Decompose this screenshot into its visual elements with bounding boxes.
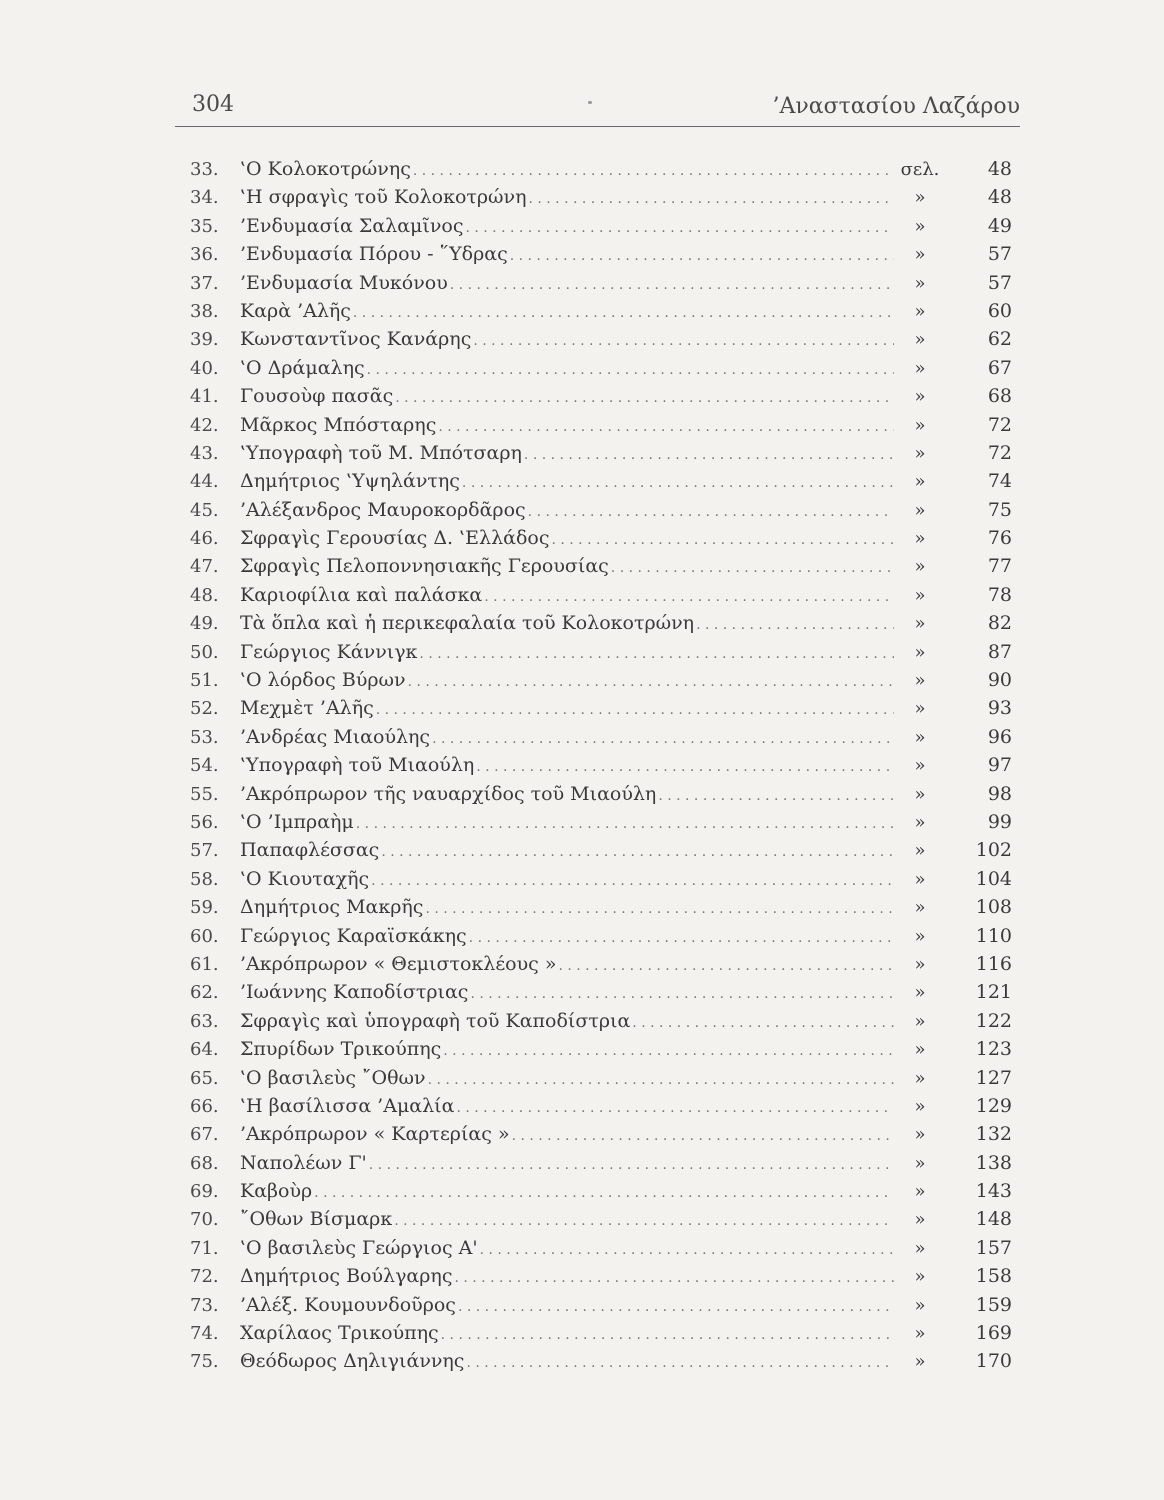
toc-entry-ditto-mark: » (914, 1237, 926, 1259)
toc-entry-number: 40. (190, 357, 219, 379)
toc-entry-page-number: 96 (987, 725, 1012, 748)
toc-entry (190, 300, 1020, 328)
toc-entry-ditto-mark: » (914, 442, 926, 464)
toc-entry-title: Γουσοὺφ πασᾶς (240, 385, 394, 408)
toc-entry-title: ’Ιωάννης Καποδίστριας (240, 981, 469, 1004)
toc-entry-title: Σφραγὶς Πελοποννησιακῆς Γερουσίας (240, 555, 609, 578)
toc-entry-ditto-mark: » (914, 499, 926, 521)
toc-entry-page-number: 116 (975, 952, 1012, 975)
dot-leader (512, 1128, 894, 1144)
toc-entry (190, 669, 1020, 697)
toc-entry-number: 59. (190, 897, 219, 919)
toc-entry (190, 1067, 1020, 1095)
toc-entry-page-number: 108 (975, 896, 1012, 919)
toc-entry-title: Δημήτριος ‛Υψηλάντης (240, 470, 460, 493)
dot-leader (353, 305, 894, 321)
toc-entry-page-number: 127 (975, 1066, 1012, 1089)
toc-entry-page-number: 75 (987, 498, 1012, 521)
dot-leader (558, 958, 894, 974)
toc-entry-title: ‛Υπογραφὴ τοῦ Μιαούλη (240, 754, 475, 777)
toc-entry-page-number: 87 (987, 640, 1012, 663)
toc-entry (190, 442, 1020, 470)
toc-entry-page-number: 48 (987, 158, 1012, 180)
toc-entry (190, 868, 1020, 896)
toc-entry-title: ’Ακρόπρωρον « Καρτερίας » (240, 1123, 510, 1146)
toc-entry (190, 1350, 1020, 1378)
dot-leader (371, 873, 894, 889)
toc-entry-title: Σφραγὶς Γερουσίας Δ. ‛Ελλάδος (240, 527, 550, 550)
toc-entry-number: 42. (190, 414, 219, 436)
toc-entry-number: 72. (190, 1266, 219, 1288)
toc-entry-page-number: 60 (987, 299, 1012, 322)
toc-entry (190, 839, 1020, 867)
toc-entry (190, 697, 1020, 725)
dot-leader (432, 731, 894, 747)
toc-entry-page-number: 110 (975, 924, 1012, 947)
header-rule (175, 126, 1020, 127)
toc-entry-number: 41. (190, 386, 219, 408)
toc-entry-ditto-mark: » (914, 1039, 926, 1061)
toc-entry-number: 71. (190, 1237, 219, 1259)
toc-entry (190, 527, 1020, 555)
toc-entry-title: ‛Ο Κολοκοτρώνης (240, 158, 411, 180)
toc-entry-page-number: 158 (975, 1265, 1012, 1288)
toc-entry-title: ‛Υπογραφὴ τοῦ Μ. Μπότσαρη (240, 441, 522, 464)
toc-entry-title: Σφραγὶς καὶ ὑπογραφὴ τοῦ Καποδίστρια (240, 1009, 631, 1032)
toc-entry-number: 74. (190, 1323, 219, 1345)
toc-entry-page-number: 72 (987, 441, 1012, 464)
toc-entry-title: Γεώργιος Κάννιγκ (240, 640, 418, 663)
toc-entry-number: 57. (190, 840, 219, 862)
toc-entry-title: ‛Η σφραγὶς τοῦ Κολοκοτρώνη (240, 186, 527, 209)
toc-entry-title: Ναπολέων Γ' (240, 1151, 367, 1174)
dot-leader (458, 1299, 894, 1315)
toc-entry-number: 53. (190, 726, 219, 748)
toc-entry-number: 36. (190, 244, 219, 266)
dot-leader (473, 333, 894, 349)
toc-entry (190, 953, 1020, 981)
toc-entry (190, 1095, 1020, 1123)
dot-leader (441, 1327, 894, 1343)
toc-entry-ditto-mark: » (914, 414, 926, 436)
toc-entry-number: 35. (190, 215, 219, 237)
toc-entry-number: 38. (190, 300, 219, 322)
toc-entry-ditto-mark: » (914, 1351, 926, 1373)
dot-leader (367, 362, 894, 378)
toc-entry-title: ‛Ο βασιλεὺς Γεώργιος Α' (240, 1236, 478, 1259)
toc-entry-ditto-mark: » (914, 1152, 926, 1174)
toc-entry-page-number: 138 (975, 1151, 1012, 1174)
toc-entry (190, 1265, 1020, 1293)
toc-entry-title: Κωνσταντῖνος Κανάρης (240, 328, 472, 351)
toc-entry (190, 272, 1020, 300)
dot-leader (428, 1072, 894, 1088)
toc-entry-page-number: 102 (975, 839, 1012, 862)
toc-entry-title: ’Ανδρέας Μιαούλης (240, 725, 431, 748)
toc-entry-ditto-mark: » (914, 670, 926, 692)
toc-entry-title: Γεώργιος Καραϊσκάκης (240, 924, 467, 947)
toc-entry-title: ‛Ο ’Ιμπραὴμ (240, 810, 354, 833)
toc-entry-number: 43. (190, 442, 219, 464)
toc-entry (190, 414, 1020, 442)
toc-entry-number: 37. (190, 272, 219, 294)
toc-entry-title: ‛Η βασίλισσα ’Αμαλία (240, 1094, 455, 1117)
toc-entry-ditto-mark: » (914, 1124, 926, 1146)
toc-entry (190, 726, 1020, 754)
toc-entry-ditto-mark: » (914, 698, 926, 720)
toc-entry-page-number: 123 (975, 1038, 1012, 1061)
toc-entry (190, 499, 1020, 527)
toc-entry-number: 73. (190, 1294, 219, 1316)
toc-entry-page-number: 93 (987, 697, 1012, 720)
toc-entry-page-number: 57 (987, 243, 1012, 266)
toc-entry-number: 39. (190, 329, 219, 351)
toc-entry-ditto-mark: » (914, 1266, 926, 1288)
toc-entry-ditto-mark: » (914, 1010, 926, 1032)
dot-leader (381, 844, 894, 860)
toc-entry-ditto-mark: » (914, 1095, 926, 1117)
toc-entry-number: 63. (190, 1010, 219, 1032)
toc-entry-title: Μᾶρκος Μπόσταρης (240, 413, 437, 436)
toc-entry-number: 50. (190, 641, 219, 663)
toc-entry (190, 612, 1020, 640)
toc-entry-page-number: 170 (975, 1350, 1012, 1373)
toc-entry-ditto-mark: » (914, 584, 926, 606)
toc-entry-number: 33. (190, 159, 219, 180)
toc-entry (190, 811, 1020, 839)
toc-entry-number: 56. (190, 811, 219, 833)
toc-entry-page-number: 98 (987, 782, 1012, 805)
toc-entry-ditto-mark: » (914, 272, 926, 294)
toc-entry-number: 49. (190, 613, 219, 635)
toc-entry-page-number: 169 (975, 1322, 1012, 1345)
toc-entry-page-number: 159 (975, 1293, 1012, 1316)
toc-entry-title: Θεόδωρος Δηλιγιάννης (240, 1350, 465, 1373)
toc-entry (190, 925, 1020, 953)
toc-entry (190, 158, 1020, 186)
dot-leader (528, 504, 894, 520)
toc-entry (190, 1038, 1020, 1066)
toc-entry-page-number: 122 (975, 1009, 1012, 1032)
toc-entry-ditto-mark: » (914, 300, 926, 322)
dot-leader (462, 475, 894, 491)
dot-leader (528, 191, 894, 207)
toc-entry-number: 75. (190, 1351, 219, 1373)
toc-entry-title: Καρὰ ’Αλῆς (240, 299, 351, 322)
toc-entry-page-number: 97 (987, 754, 1012, 777)
toc-entry (190, 584, 1020, 612)
toc-entry-page-number: 74 (987, 470, 1012, 493)
toc-entry-page-number: 148 (975, 1208, 1012, 1231)
toc-entry-number: 61. (190, 953, 219, 975)
toc-entry-page-number: 68 (987, 385, 1012, 408)
toc-entry-number: 60. (190, 925, 219, 947)
toc-entry-page-number: 76 (987, 527, 1012, 550)
toc-entry-ditto-mark: » (914, 868, 926, 890)
toc-entry (190, 555, 1020, 583)
toc-entry (190, 1123, 1020, 1151)
toc-entry-number: 44. (190, 471, 219, 493)
toc-entry-title: Παπαφλέσσας (240, 839, 380, 862)
toc-entry-page-number: 104 (975, 867, 1012, 890)
table-of-contents (190, 158, 1020, 1379)
toc-entry (190, 1322, 1020, 1350)
toc-entry (190, 215, 1020, 243)
dot-leader (524, 447, 894, 463)
toc-entry-ditto-mark: » (914, 1209, 926, 1231)
toc-entry-ditto-mark: » (914, 187, 926, 209)
toc-entry-ditto-mark: » (914, 982, 926, 1004)
toc-entry-number: 65. (190, 1067, 219, 1089)
toc-entry-page-number: 72 (987, 413, 1012, 436)
toc-entry (190, 896, 1020, 924)
toc-entry-title: ῎Οθων Βίσμαρκ (240, 1208, 393, 1231)
toc-entry (190, 1152, 1020, 1180)
toc-entry-title: ’Ακρόπρωρον « Θεμιστοκλέους » (240, 952, 557, 975)
toc-entry-ditto-mark: » (914, 1181, 926, 1203)
toc-entry-page-number: 57 (987, 271, 1012, 294)
toc-entry-ditto-mark: » (914, 556, 926, 578)
dot-leader (425, 901, 894, 917)
dot-leader (465, 220, 894, 236)
dot-leader (369, 1157, 894, 1173)
toc-entry-title: Σπυρίδων Τρικούπης (240, 1038, 442, 1061)
toc-entry-ditto-mark: » (914, 386, 926, 408)
toc-entry (190, 783, 1020, 811)
dot-leader (466, 1355, 894, 1371)
toc-entry (190, 470, 1020, 498)
toc-entry-ditto-mark: » (914, 357, 926, 379)
toc-entry-ditto-mark: » (914, 1294, 926, 1316)
toc-entry (190, 1208, 1020, 1236)
toc-entry-number: 47. (190, 556, 219, 578)
toc-entry-ditto-mark: » (914, 641, 926, 663)
toc-entry-page-number: 132 (975, 1123, 1012, 1146)
toc-entry (190, 1237, 1020, 1265)
dot-leader (408, 674, 894, 690)
ink-speck (588, 101, 592, 104)
dot-leader (632, 1015, 894, 1031)
toc-entry-title: Καβοὺρ (240, 1180, 313, 1203)
dot-leader (376, 702, 894, 718)
page-number: 304 (192, 92, 234, 117)
toc-entry-number: 66. (190, 1095, 219, 1117)
toc-entry-title: Καριοφίλια καὶ παλάσκα (240, 583, 483, 606)
dot-leader (454, 1270, 894, 1286)
toc-entry-number: 70. (190, 1209, 219, 1231)
dot-leader (394, 1213, 894, 1229)
toc-entry-title: Δημήτριος Μακρῆς (240, 896, 424, 919)
dot-leader (658, 788, 894, 804)
toc-entry-page-number: 62 (987, 328, 1012, 351)
toc-entry-title: ’Ενδυμασία Μυκόνου (240, 271, 448, 294)
dot-leader (438, 419, 894, 435)
toc-entry-number: 51. (190, 670, 219, 692)
toc-entry-ditto-mark: » (914, 783, 926, 805)
dot-leader (395, 390, 894, 406)
toc-entry-page-number: 77 (987, 555, 1012, 578)
toc-entry-number: 69. (190, 1181, 219, 1203)
dot-leader (443, 1043, 894, 1059)
toc-entry-number: 67. (190, 1124, 219, 1146)
toc-entry-ditto-mark: » (914, 471, 926, 493)
toc-entry-page-number: 48 (987, 186, 1012, 209)
toc-entry (190, 981, 1020, 1009)
dot-leader (469, 930, 894, 946)
toc-entry-page-number: 82 (987, 612, 1012, 635)
dot-leader (450, 277, 894, 293)
toc-entry-ditto-mark: » (914, 811, 926, 833)
toc-entry-page-number: 143 (975, 1180, 1012, 1203)
toc-entry-ditto-mark: » (914, 613, 926, 635)
toc-entry (190, 641, 1020, 669)
toc-entry-number: 68. (190, 1152, 219, 1174)
toc-entry-title: ’Ακρόπρωρον τῆς ναυαρχίδος τοῦ Μιαούλη (240, 782, 657, 805)
toc-entry-ditto-mark: » (914, 215, 926, 237)
toc-entry-page-number: 78 (987, 583, 1012, 606)
dot-leader (314, 1185, 894, 1201)
toc-entry (190, 328, 1020, 356)
toc-entry-title: ’Ενδυμασία Πόρου - ῞Υδρας (240, 243, 508, 266)
dot-leader (476, 759, 894, 775)
toc-entry-ditto-mark: » (914, 1067, 926, 1089)
toc-entry-ditto-mark: σελ. (900, 159, 940, 180)
toc-entry-ditto-mark: » (914, 244, 926, 266)
toc-entry-ditto-mark: » (914, 1323, 926, 1345)
toc-entry (190, 186, 1020, 214)
toc-entry-ditto-mark: » (914, 726, 926, 748)
toc-entry-title: Χαρίλαος Τρικούπης (240, 1322, 439, 1345)
dot-leader (480, 1242, 894, 1258)
toc-entry-number: 58. (190, 868, 219, 890)
toc-entry (190, 1294, 1020, 1322)
toc-entry-ditto-mark: » (914, 528, 926, 550)
toc-entry-title: Μεχμὲτ ’Αλῆς (240, 697, 374, 720)
toc-entry-ditto-mark: » (914, 897, 926, 919)
toc-entry-title: Τὰ ὅπλα καὶ ἡ περικεφαλαία τοῦ Κολοκοτρώνη (240, 612, 695, 635)
toc-entry-page-number: 129 (975, 1094, 1012, 1117)
toc-entry-page-number: 90 (987, 669, 1012, 692)
dot-leader (419, 646, 894, 662)
toc-entry (190, 385, 1020, 413)
toc-entry-ditto-mark: » (914, 755, 926, 777)
dot-leader (510, 248, 894, 264)
toc-entry-ditto-mark: » (914, 840, 926, 862)
dot-leader (611, 560, 894, 576)
toc-entry-title: ’Ενδυμασία Σαλαμῖνος (240, 214, 464, 237)
toc-entry-page-number: 49 (987, 214, 1012, 237)
dot-leader (456, 1100, 894, 1116)
toc-entry-number: 46. (190, 528, 219, 550)
toc-entry-number: 62. (190, 982, 219, 1004)
page-header (175, 88, 1020, 128)
toc-entry (190, 754, 1020, 782)
toc-entry (190, 357, 1020, 385)
toc-entry-number: 54. (190, 755, 219, 777)
running-head: ’Αναστασίου Λαζάρου (772, 94, 1020, 119)
toc-entry-number: 45. (190, 499, 219, 521)
toc-entry-title: Δημήτριος Βούλγαρης (240, 1265, 453, 1288)
toc-entry-number: 52. (190, 698, 219, 720)
toc-entry-title: ‛Ο λόρδος Βύρων (240, 669, 406, 692)
toc-entry-title: ‛Ο βασιλεὺς ῎Οθων (240, 1066, 426, 1089)
toc-entry (190, 243, 1020, 271)
dot-leader (413, 163, 894, 179)
dot-leader (551, 532, 894, 548)
dot-leader (470, 986, 894, 1002)
toc-entry-title: ’Αλέξανδρος Μαυροκορδᾶρος (240, 498, 526, 521)
toc-entry-page-number: 121 (975, 981, 1012, 1004)
toc-entry-number: 55. (190, 783, 219, 805)
toc-entry-ditto-mark: » (914, 329, 926, 351)
dot-leader (484, 589, 894, 605)
toc-entry-number: 34. (190, 187, 219, 209)
toc-entry-page-number: 157 (975, 1236, 1012, 1259)
dot-leader (356, 816, 894, 832)
toc-entry-page-number: 99 (987, 810, 1012, 833)
toc-entry-number: 48. (190, 584, 219, 606)
toc-entry (190, 1010, 1020, 1038)
toc-entry-title: ‛Ο Κιουταχῆς (240, 867, 370, 890)
toc-entry-title: ‛Ο Δράμαλης (240, 356, 365, 379)
toc-entry-ditto-mark: » (914, 925, 926, 947)
toc-entry (190, 1180, 1020, 1208)
toc-entry-ditto-mark: » (914, 953, 926, 975)
dot-leader (696, 617, 894, 633)
toc-entry-page-number: 67 (987, 356, 1012, 379)
toc-entry-number: 64. (190, 1039, 219, 1061)
toc-entry-title: ’Αλέξ. Κουμουνδοῦρος (240, 1293, 456, 1316)
